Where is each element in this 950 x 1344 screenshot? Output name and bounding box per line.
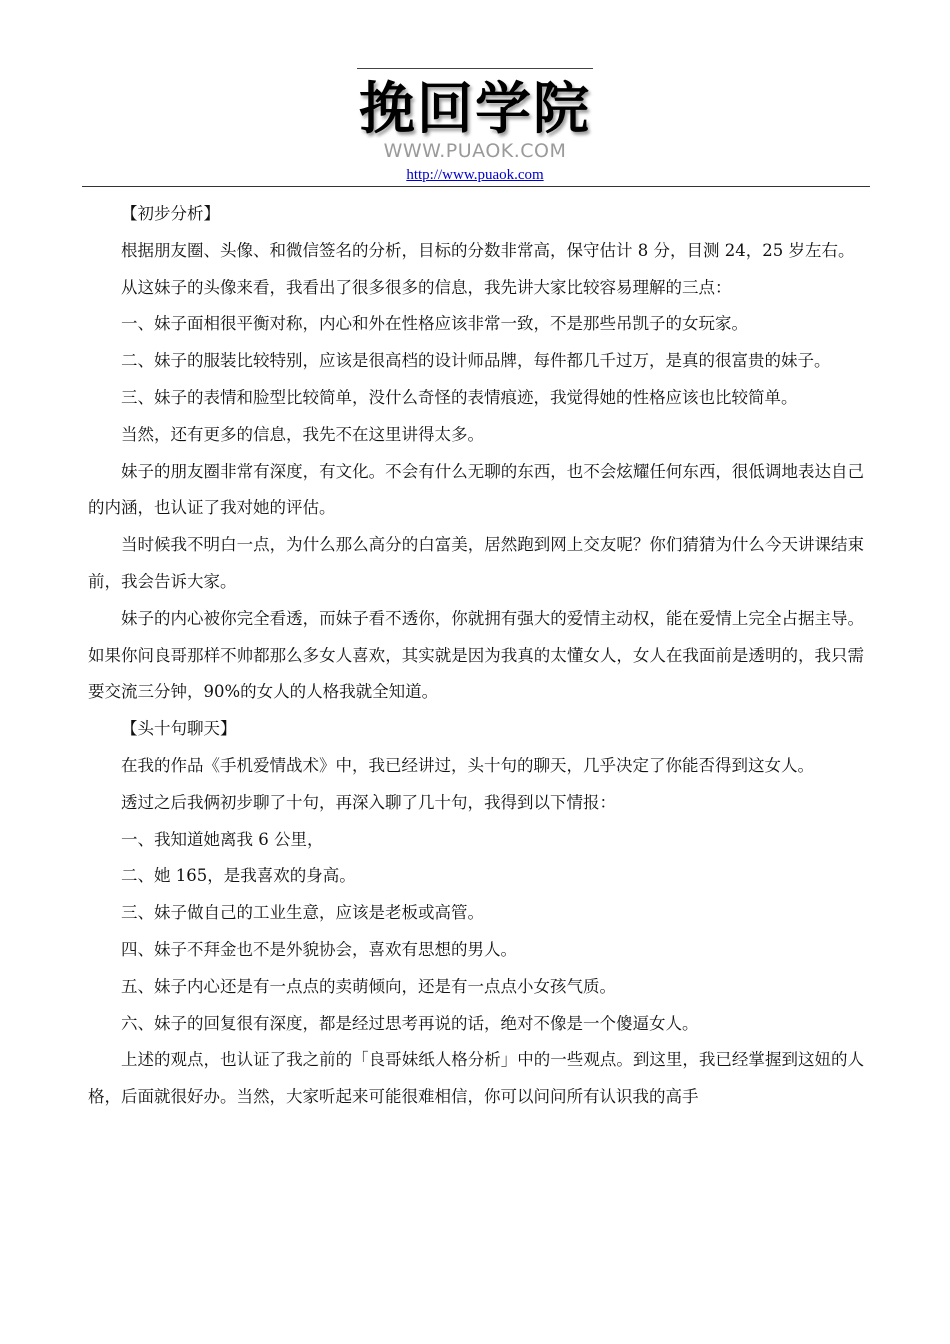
list-item: 一、妹子面相很平衡对称，内心和外在性格应该非常一致，不是那些吊凯子的女玩家。 — [121, 314, 748, 334]
list-item: 三、妹子的表情和脸型比较简单，没什么奇怪的表情痕迹，我觉得她的性格应该也比较简单。 — [121, 387, 798, 407]
paragraph: 妹子的朋友圈非常有深度，有文化。不会有什么无聊的东西，也不会炫耀任何东西，很低调地表达自己的内涵，也认证了我对她的评估。 — [88, 461, 864, 518]
list-item: 六、妹子的回复很有深度，都是经过思考再说的话，绝对不像是一个傻逼女人。 — [121, 1013, 699, 1033]
header-divider — [82, 186, 870, 187]
site-link-line — [0, 166, 950, 184]
paragraph: 在我的作品《手机爱情战术》中，我已经讲过，头十句的聊天，几乎决定了你能否得到这女人。 — [121, 755, 814, 775]
paragraph: 妹子的内心被你完全看透，而妹子看不透你，你就拥有强大的爱情主动权，能在爱情上完全占据主导。如果你问良哥那样不帅都那么多女人喜欢，其实就是因为我真的太懂女人，女人在我面前是透明的，我只需要交流三分钟，90%的女人的人格我就全知道。 — [88, 608, 864, 702]
page-header — [0, 0, 950, 188]
site-link[interactable]: http://www.puaok.com — [406, 167, 544, 183]
paragraph: 当然，还有更多的信息，我先不在这里讲得太多。 — [121, 424, 484, 444]
section-heading-first-ten-chats: 【头十句聊天】 — [121, 719, 237, 739]
paragraph: 从这妹子的头像来看，我看出了很多很多的信息，我先讲大家比较容易理解的三点： — [121, 277, 732, 297]
list-item: 四、妹子不拜金也不是外貌协会，喜欢有思想的男人。 — [121, 939, 517, 959]
document-body — [88, 196, 864, 1116]
paragraph: 当时候我不明白一点，为什么那么高分的白富美，居然跑到网上交友呢？你们猜猜为什么今天讲课结束前，我会告诉大家。 — [88, 535, 864, 591]
paragraph: 上述的观点，也认证了我之前的「良哥妹纸人格分析」中的一些观点。到这里，我已经掌握到这妞的人格，后面就很好办。当然，大家听起来可能很难相信，你可以问问所有认识我的高手 — [88, 1050, 864, 1107]
paragraph: 透过之后我俩初步聊了十句，再深入聊了几十句，我得到以下情报： — [121, 792, 616, 812]
list-item: 二、妹子的服装比较特别，应该是很高档的设计师品牌，每件都几千过万，是真的很富贵的妹子。 — [121, 351, 831, 371]
header-top-rule — [357, 68, 593, 69]
list-item: 二、她 165，是我喜欢的身高。 — [121, 866, 356, 886]
list-item: 三、妹子做自己的工业生意，应该是老板或高管。 — [121, 903, 484, 923]
site-logo — [357, 77, 593, 162]
list-item: 一、我知道她离我 6 公里， — [121, 829, 324, 849]
list-item: 五、妹子内心还是有一点点的卖萌倾向，还是有一点点小女孩气质。 — [121, 976, 616, 996]
logo-subtitle: WWW.PUAOK.COM — [383, 140, 567, 162]
section-heading-initial-analysis: 【初步分析】 — [121, 204, 220, 223]
logo-title: 挽回学院 — [359, 77, 591, 142]
paragraph: 根据朋友圈、头像、和微信签名的分析，目标的分数非常高，保守估计 8 分，目测 24，25 岁左右。 — [121, 240, 855, 260]
